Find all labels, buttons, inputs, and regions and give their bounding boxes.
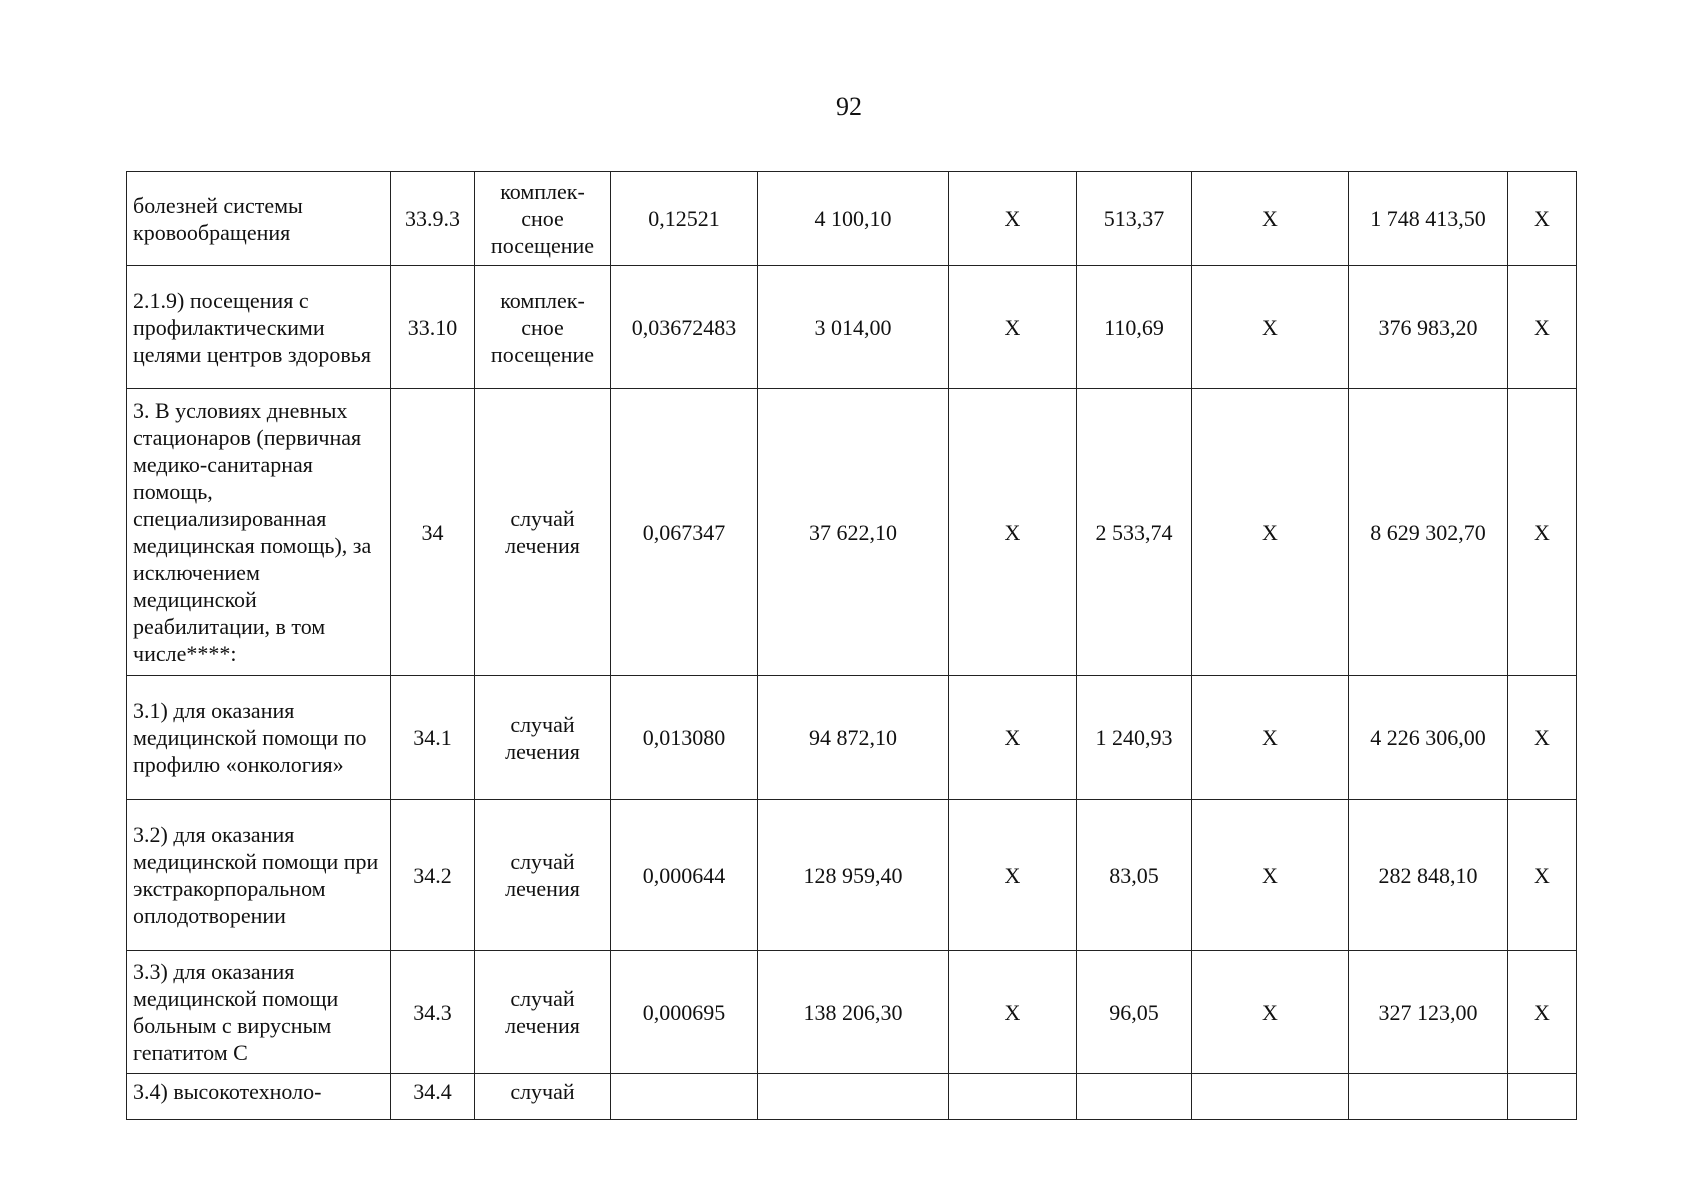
cell-total	[1349, 1074, 1508, 1120]
cell-cost: 37 622,10	[758, 389, 949, 676]
cell-name: болезней системы кровообращения	[127, 172, 391, 266]
cell-norm: 0,013080	[611, 676, 758, 800]
cell-x: X	[949, 676, 1077, 800]
cell-norm: 0,000644	[611, 800, 758, 951]
cell-total: 282 848,10	[1349, 800, 1508, 951]
cell-x	[1192, 1074, 1349, 1120]
table-row	[127, 800, 1577, 951]
cell-name: 3.1) для оказания медицинской помощи по профилю «онкология»	[127, 676, 391, 800]
cell-unit: комплек-сное посещение	[475, 266, 611, 389]
cell-x: X	[1508, 389, 1577, 676]
cell-unit: случай лечения	[475, 676, 611, 800]
cell-x: X	[949, 389, 1077, 676]
cell-code: 34.1	[391, 676, 475, 800]
cell-code: 33.9.3	[391, 172, 475, 266]
cell-code: 34.2	[391, 800, 475, 951]
cell-code: 34.3	[391, 951, 475, 1074]
table-row	[127, 1074, 1577, 1120]
cell-per-capita: 513,37	[1077, 172, 1192, 266]
cell-unit: случай	[475, 1074, 611, 1120]
cell-x: X	[949, 800, 1077, 951]
cell-x: X	[949, 266, 1077, 389]
cell-per-capita: 110,69	[1077, 266, 1192, 389]
cell-norm: 0,03672483	[611, 266, 758, 389]
cell-x: X	[1192, 389, 1349, 676]
cell-x: X	[1192, 676, 1349, 800]
cell-name: 3.2) для оказания медицинской помощи при экстракорпоральном оплодотворении	[127, 800, 391, 951]
data-table	[126, 171, 1577, 1120]
cell-x: X	[1192, 172, 1349, 266]
cell-code: 33.10	[391, 266, 475, 389]
table-row	[127, 951, 1577, 1074]
cell-unit: случай лечения	[475, 951, 611, 1074]
cell-per-capita: 1 240,93	[1077, 676, 1192, 800]
cell-code: 34	[391, 389, 475, 676]
table-row	[127, 266, 1577, 389]
cell-total: 8 629 302,70	[1349, 389, 1508, 676]
cell-x	[1508, 1074, 1577, 1120]
cell-x: X	[1508, 266, 1577, 389]
cell-x: X	[1192, 800, 1349, 951]
cell-x	[949, 1074, 1077, 1120]
cell-cost: 138 206,30	[758, 951, 949, 1074]
cell-cost: 3 014,00	[758, 266, 949, 389]
cell-total: 4 226 306,00	[1349, 676, 1508, 800]
cell-x: X	[1508, 951, 1577, 1074]
cell-x: X	[1192, 951, 1349, 1074]
cell-norm: 0,067347	[611, 389, 758, 676]
table-row	[127, 676, 1577, 800]
cell-total: 1 748 413,50	[1349, 172, 1508, 266]
table-row	[127, 172, 1577, 266]
cell-x: X	[949, 172, 1077, 266]
cell-per-capita: 2 533,74	[1077, 389, 1192, 676]
cell-norm: 0,12521	[611, 172, 758, 266]
cell-name: 3. В условиях дневных стационаров (первичная медико-санитарная помощь, специализированная медицинская помощь), за исключением медицинской реабилитации, в том числе****:	[127, 389, 391, 676]
cell-total: 376 983,20	[1349, 266, 1508, 389]
cell-cost: 128 959,40	[758, 800, 949, 951]
cell-cost: 4 100,10	[758, 172, 949, 266]
table-row	[127, 389, 1577, 676]
cell-per-capita: 96,05	[1077, 951, 1192, 1074]
cell-x: X	[1508, 800, 1577, 951]
cell-unit: комплек-сное посещение	[475, 172, 611, 266]
cell-total: 327 123,00	[1349, 951, 1508, 1074]
cell-x: X	[1508, 676, 1577, 800]
cell-name: 3.3) для оказания медицинской помощи больным с вирусным гепатитом С	[127, 951, 391, 1074]
cell-name: 3.4) высокотехноло-	[127, 1074, 391, 1120]
cell-norm: 0,000695	[611, 951, 758, 1074]
cell-per-capita: 83,05	[1077, 800, 1192, 951]
cell-norm	[611, 1074, 758, 1120]
cell-unit: случай лечения	[475, 800, 611, 951]
cell-cost: 94 872,10	[758, 676, 949, 800]
cell-code: 34.4	[391, 1074, 475, 1120]
cell-x: X	[1508, 172, 1577, 266]
cell-x: X	[949, 951, 1077, 1074]
cell-name: 2.1.9) посещения с профилактическими целями центров здоровья	[127, 266, 391, 389]
cell-unit: случай лечения	[475, 389, 611, 676]
cell-x: X	[1192, 266, 1349, 389]
cell-per-capita	[1077, 1074, 1192, 1120]
cell-cost	[758, 1074, 949, 1120]
page-number: 92	[836, 92, 862, 121]
